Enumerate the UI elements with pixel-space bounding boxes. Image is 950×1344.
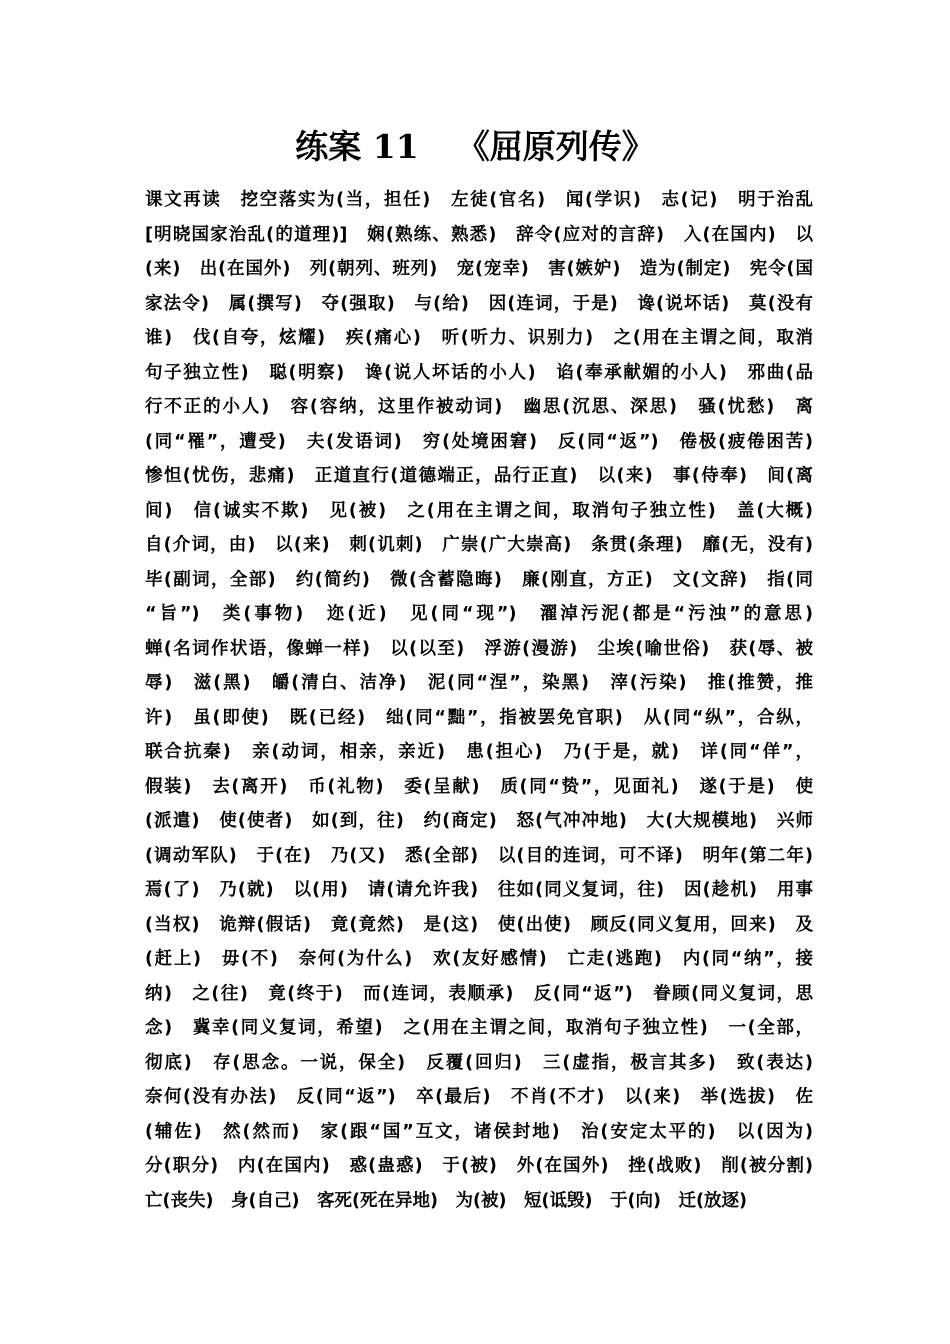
text-line: 间) 信(诚实不欺) 见(被) 之(用在主谓之间，取消句子独立性) 盖(大概): [145, 500, 813, 521]
text-line: 念) 冀幸(同义复词，希望) 之(用在主谓之间，取消句子独立性) 一(全部，: [145, 1018, 813, 1038]
text-line: 行不正的小人) 容(容纳，这里作被动词) 幽思(沉思、深思) 骚(忧愁) 离: [145, 397, 813, 417]
text-line: (派遣) 使(使者) 如(到，往) 约(商定) 怒(气冲冲地) 大(大规模地) 兴师: [145, 811, 813, 831]
text-line: “旨”) 类(事物) 迩(近) 见(同“现”) 濯淖污泥(都是“污浊”的意思): [145, 604, 813, 624]
title-work-name: 《屈原列传》: [456, 127, 655, 166]
text-line: 联合抗秦) 亲(动词，相亲，亲近) 患(担心) 乃(于是，就) 详(同“佯”，: [145, 742, 813, 762]
text-line: 假装) 去(离开) 币(礼物) 委(呈献) 质(同“贽”，见面礼) 遂(于是) 使: [145, 776, 813, 797]
text-line: 毕(副词，全部) 约(简约) 微(含蓄隐晦) 廉(刚直，方正) 文(文辞) 指(同: [145, 569, 813, 590]
text-line: 彻底) 存(思念。一说，保全) 反覆(回归) 三(虚指，极言其多) 致(表达): [145, 1052, 813, 1073]
text-line: (同“罹”，遭受) 夫(发语词) 穷(处境困窘) 反(同“返”) 倦极(疲倦困苦): [145, 431, 813, 452]
text-line: 蝉(名词作状语，像蝉一样) 以(以至) 浮游(漫游) 尘埃(喻世俗) 获(辱、被: [145, 638, 813, 659]
text-line: (来) 出(在国外) 列(朝列、班列) 宠(宠幸) 害(嫉妒) 造为(制定) 宪令(国: [145, 259, 813, 279]
document-body: [145, 183, 813, 1218]
text-line: 辱) 滋(黑) 皭(清白、洁净) 泥(同“涅”，染黑) 滓(污染) 推(推赞，推: [145, 673, 813, 693]
text-line: 许) 虽(即使) 既(已经) 绌(同“黜”，指被罢免官职) 从(同“纵”，合纵，: [145, 707, 813, 728]
text-line: (赶上) 毋(不) 奈何(为什么) 欢(友好感情) 亡走(逃跑) 内(同“纳”，接: [145, 949, 813, 969]
text-line: 焉(了) 乃(就) 以(用) 请(请允许我) 往如(同义复词，往) 因(趁机) 用事: [145, 880, 813, 900]
text-line: (调动军队) 于(在) 乃(又) 悉(全部) 以(目的连词，可不译) 明年(第二年): [145, 845, 813, 866]
text-line: 纳) 之(往) 竟(终于) 而(连词，表顺承) 反(同“返”) 眷顾(同义复词，思: [145, 983, 813, 1004]
text-line: 奈何(没有办法) 反(同“返”) 卒(最后) 不肖(不才) 以(来) 举(选拔) 佐: [145, 1087, 813, 1107]
text-line: 句子独立性) 聪(明察) 谗(说人坏话的小人) 谄(奉承献媚的小人) 邪曲(品: [145, 362, 813, 383]
text-line: (辅佐) 然(然而) 家(跟“国”互文，诸侯封地) 治(安定太平的) 以(因为): [145, 1121, 813, 1142]
text-line: 家法令) 属(撰写) 夺(强取) 与(给) 因(连词，于是) 谗(说坏话) 莫(没有: [145, 293, 813, 314]
page-title: [0, 123, 950, 171]
text-line: 课文再读 挖空落实为(当，担任) 左徒(官名) 闻(学识) 志(记) 明于治乱: [145, 190, 813, 210]
text-line: 亡(丧失) 身(自己) 客死(死在异地) 为(被) 短(诋毁) 于(向) 迁(放逐): [145, 1190, 747, 1211]
text-line: [明晓国家治乱(的道理)] 娴(熟练、熟悉) 辞令(应对的言辞) 入(在国内) 以: [145, 224, 813, 245]
title-lesson-number: 练案 11: [295, 127, 419, 166]
text-line: 自(介词，由) 以(来) 刺(讥刺) 广崇(广大崇高) 条贯(条理) 靡(无，没有): [145, 535, 813, 555]
text-line: 惨怛(忧伤，悲痛) 正道直行(道德端正，品行正直) 以(来) 事(侍奉) 间(离: [145, 466, 813, 486]
text-line: 谁) 伐(自夸，炫耀) 疾(痛心) 听(听力、识别力) 之(用在主谓之间，取消: [145, 328, 813, 348]
text-line: 分(职分) 内(在国内) 惑(蛊惑) 于(被) 外(在国外) 挫(战败) 削(被分割): [145, 1156, 813, 1176]
text-line: (当权) 诡辩(假话) 竟(竟然) 是(这) 使(出使) 顾反(同义复用，回来) 及: [145, 914, 813, 935]
